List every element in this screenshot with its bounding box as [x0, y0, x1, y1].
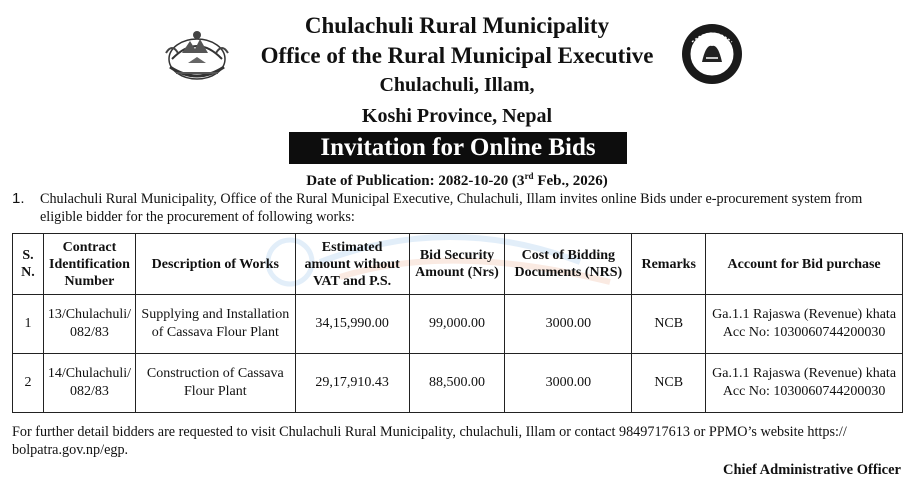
cell-account: Ga.1.1 Rajaswa (Revenue) khata Acc No: 1030060744200030 — [706, 354, 903, 413]
province-line: Koshi Province, Nepal — [361, 105, 553, 127]
table-header-row — [13, 234, 903, 295]
bids-table — [12, 233, 903, 413]
intro-text: Chulachuli Rural Municipality, Office of the Rural Municipal Executive, Chulachuli, Illam invites online Bids under e-procurement system from eligible bidder for the procurement of following works: — [40, 191, 863, 225]
publication-date-sup: rd — [524, 171, 534, 181]
cell-description: Supplying and Installation of Cassava Flour Plant — [135, 295, 295, 354]
header-sn: S. N. — [13, 234, 44, 295]
cell-account: Ga.1.1 Rajaswa (Revenue) khata Acc No: 1030060744200030 — [706, 295, 903, 354]
header-remarks: Remarks — [632, 234, 706, 295]
cell-bidding-cost: 3000.00 — [505, 295, 632, 354]
cell-bid-security: 99,000.00 — [409, 295, 505, 354]
cell-sn: 1 — [13, 295, 44, 354]
header-bidding-cost: Cost of Bidding Documents (NRS) — [505, 234, 632, 295]
publication-date — [0, 171, 914, 190]
cell-description: Construction of Cassava Flour Plant — [135, 354, 295, 413]
contact-paragraph: For further detail bidders are requested to visit Chulachuli Rural Municipality, chulachuli, Illam or contact 9849717613 or PPMO’s website https:// bolpatra.gov.np/egp. — [12, 424, 847, 458]
cell-estimated-amount: 34,15,990.00 — [295, 295, 409, 354]
header-contract-id: Contract Identification Number — [43, 234, 135, 295]
paragraph-number: 1. — [12, 190, 25, 207]
header-description: Description of Works — [135, 234, 295, 295]
cell-remarks: NCB — [632, 354, 706, 413]
table-row — [13, 295, 903, 354]
cell-contract-id: 14/Chulachuli/ 082/83 — [43, 354, 135, 413]
header-account: Account for Bid purchase — [706, 234, 903, 295]
cell-bid-security: 88,500.00 — [409, 354, 505, 413]
publication-date-text: Date of Publication: 2082-10-20 (3 — [306, 173, 525, 189]
cell-contract-id: 13/Chulachuli/ 082/83 — [43, 295, 135, 354]
cell-bidding-cost: 3000.00 — [505, 354, 632, 413]
header-estimated-amount: Estimated amount without VAT and P.S. — [295, 234, 409, 295]
municipality-name: Chulachuli Rural Municipality — [304, 13, 610, 38]
notice-title-banner: Invitation for Online Bids — [289, 132, 627, 164]
header-bid-security: Bid Security Amount (Nrs) — [409, 234, 505, 295]
location-line: Chulachuli, Illam, — [379, 74, 535, 96]
cell-sn: 2 — [13, 354, 44, 413]
intro-paragraph — [12, 190, 904, 226]
cell-remarks: NCB — [632, 295, 706, 354]
publication-date-end: Feb., 2026) — [533, 173, 608, 189]
office-name: Office of the Rural Municipal Executive — [260, 43, 654, 68]
cell-estimated-amount: 29,17,910.43 — [295, 354, 409, 413]
signature-title: Chief Administrative Officer — [723, 462, 901, 478]
table-row — [13, 354, 903, 413]
